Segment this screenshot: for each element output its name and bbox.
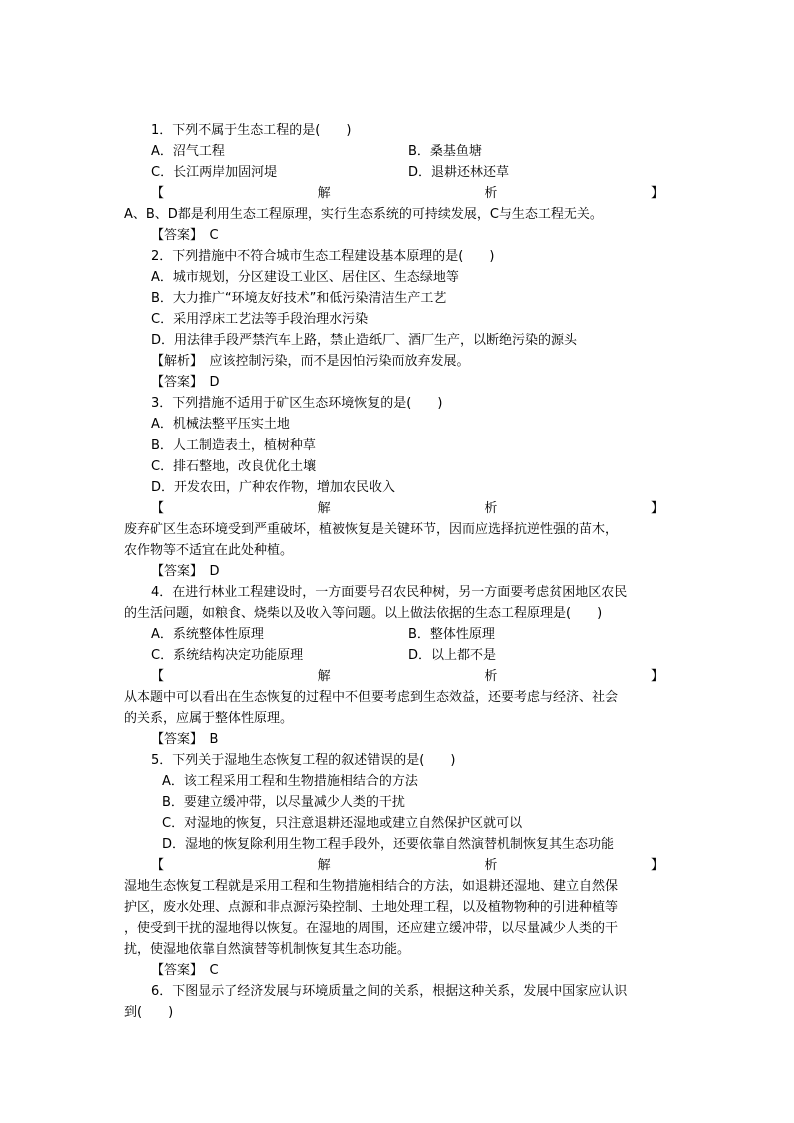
q4-stem-line-1: 4．在进行林业工程建设时，一方面要号召农民种树，另一方面要考虑贫困地区农民 — [151, 585, 628, 600]
bracket-left: 【 — [151, 858, 165, 873]
q5-analysis-header — [151, 856, 664, 876]
analysis-char-2: 析 — [484, 858, 498, 873]
bracket-right: 】 — [650, 669, 664, 684]
analysis-char-2: 析 — [484, 669, 498, 684]
q5-analysis-line-1: 湿地生态恢复工程就是采用工程和生物措施相结合的方法，如退耕还湿地、建立自然保 — [124, 879, 619, 894]
q5-analysis-line-4: 扰，使湿地依靠自然演替等机制恢复其生态功能。 — [124, 942, 411, 957]
q3-option-a: A．机械法整平压实土地 — [151, 417, 290, 432]
q1-analysis-header — [151, 184, 664, 204]
q4-option-b: B．整体性原理 — [408, 627, 495, 642]
q2-option-b: B．大力推广“环境友好技术”和低污染清洁生产工艺 — [151, 291, 447, 306]
q4-stem-line-2: 的生活问题，如粮食、烧柴以及收入等问题。以上做法依据的生态工程原理是( ) — [124, 606, 603, 621]
q1-option-a: A．沼气工程 — [151, 144, 225, 159]
bracket-right: 】 — [650, 501, 664, 516]
q2-option-c: C．采用浮床工艺法等手段治理水污染 — [151, 312, 369, 327]
q6-stem-line-1: 6．下图显示了经济发展与环境质量之间的关系，根据这种关系，发展中国家应认识 — [151, 984, 628, 999]
q3-answer: 【答案】 D — [151, 564, 220, 579]
analysis-char-1: 解 — [317, 669, 331, 684]
q5-answer: 【答案】 C — [151, 963, 219, 978]
q4-option-c: C．系统结构决定功能原理 — [151, 648, 304, 663]
analysis-char-1: 解 — [317, 501, 331, 516]
q1-option-c: C．长江两岸加固河堤 — [151, 165, 278, 180]
analysis-char-2: 析 — [484, 501, 498, 516]
q3-option-b: B．人工制造表土，植树种草 — [151, 438, 316, 453]
analysis-char-2: 析 — [484, 186, 498, 201]
q1-option-d: D．退耕还林还草 — [408, 165, 510, 180]
q5-option-a: A．该工程采用工程和生物措施相结合的方法 — [162, 774, 418, 789]
q2-answer: 【答案】 D — [151, 375, 220, 390]
q3-stem: 3．下列措施不适用于矿区生态环境恢复的是( ) — [151, 396, 443, 411]
bracket-left: 【 — [151, 669, 165, 684]
q1-stem: 1．下列不属于生态工程的是( ) — [151, 123, 352, 138]
q2-analysis: 【解析】 应该控制污染，而不是因怕污染而放弃发展。 — [151, 354, 470, 369]
bracket-left: 【 — [151, 501, 165, 516]
q5-option-c: C．对湿地的恢复，只注意退耕还湿地或建立自然保护区就可以 — [162, 816, 523, 831]
q5-stem: 5．下列关于湿地生态恢复工程的叙述错误的是( ) — [151, 753, 456, 768]
q1-analysis: A、B、D都是利用生态工程原理，实行生态系统的可持续发展，C与生态工程无关。 — [124, 207, 603, 222]
q3-option-d: D．开发农田，广种农作物，增加农民收入 — [151, 480, 396, 495]
analysis-char-1: 解 — [317, 858, 331, 873]
q3-analysis-line-1: 废弃矿区生态环境受到严重破坏，植被恢复是关键环节，因而应选择抗逆性强的苗木， — [124, 522, 619, 537]
bracket-right: 】 — [650, 858, 664, 873]
bracket-left: 【 — [151, 186, 165, 201]
q3-option-c: C．排石整地，改良优化土壤 — [151, 459, 317, 474]
q6-stem-line-2: 到( ) — [124, 1005, 174, 1020]
q4-option-d: D．以上都不是 — [408, 648, 497, 663]
q4-option-a: A．系统整体性原理 — [151, 627, 264, 642]
q2-stem: 2．下列措施中不符合城市生态工程建设基本原理的是( ) — [151, 249, 495, 264]
q3-analysis-line-2: 农作物等不适宜在此处种植。 — [124, 543, 294, 558]
q2-option-a: A．城市规划，分区建设工业区、居住区、生态绿地等 — [151, 270, 459, 285]
q4-analysis-line-2: 的关系，应属于整体性原理。 — [124, 711, 294, 726]
q1-answer: 【答案】 C — [151, 228, 219, 243]
q5-analysis-line-3: ，使受到干扰的湿地得以恢复。在湿地的周围，还应建立缓冲带，以尽量减少人类的干 — [124, 921, 619, 936]
bracket-right: 】 — [650, 186, 664, 201]
q5-option-b: B．要建立缓冲带，以尽量减少人类的干扰 — [162, 795, 405, 810]
q2-option-d: D．用法律手段严禁汽车上路，禁止造纸厂、酒厂生产，以断绝污染的源头 — [151, 333, 578, 348]
q5-analysis-line-2: 护区，废水处理、点源和非点源污染控制、土地处理工程，以及植物物种的引进种植等 — [124, 900, 619, 915]
q5-option-d: D．湿地的恢复除利用生物工程手段外，还要依靠自然演替机制恢复其生态功能 — [162, 837, 615, 852]
analysis-char-1: 解 — [317, 186, 331, 201]
q1-option-b: B．桑基鱼塘 — [408, 144, 482, 159]
q4-analysis-line-1: 从本题中可以看出在生态恢复的过程中不但要考虑到生态效益，还要考虑与经济、社会 — [124, 690, 619, 705]
q3-analysis-header — [151, 499, 664, 519]
q4-analysis-header — [151, 667, 664, 687]
q4-answer: 【答案】 B — [151, 732, 219, 747]
